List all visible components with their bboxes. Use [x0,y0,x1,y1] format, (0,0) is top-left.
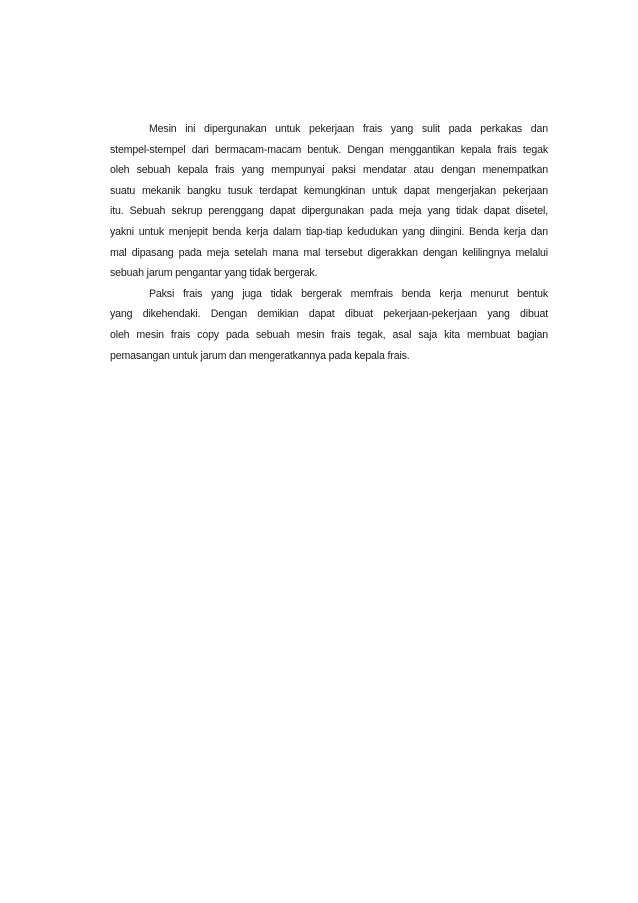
text-line: itu. Sebuah sekrup perenggang dapat dipergunakan pada meja yang tidak dapat disetel, [110,205,548,218]
text-line: sebuah jarum pengantar yang tidak bergerak. [110,267,318,280]
text-line: Paksi frais yang juga tidak bergerak memfrais benda kerja menurut bentuk [149,287,548,300]
body-text [110,119,548,366]
text-line: stempel-stempel dari bermacam-macam bentuk. Dengan menggantikan kepala frais tegak [110,143,548,156]
text-line: oleh sebuah kepala frais yang mempunyai paksi mendatar atau dengan menempatkan [110,164,548,177]
text-line: oleh mesin frais copy pada sebuah mesin frais tegak, asal saja kita membuat bagian [110,328,548,341]
paragraph-1 [110,119,548,284]
text-line: yang dikehendaki. Dengan demikian dapat dibuat pekerjaan-pekerjaan yang dibuat [110,308,548,321]
text-line: pemasangan untuk jarum dan mengeratkannya pada kepala frais. [110,349,410,362]
text-line: Mesin ini dipergunakan untuk pekerjaan frais yang sulit pada perkakas dan [149,123,548,135]
text-line: yakni untuk menjepit benda kerja dalam tiap-tiap kedudukan yang diingini. Benda kerja dan [110,225,548,238]
text-line: suatu mekanik bangku tusuk terdapat kemungkinan untuk dapat mengerjakan pekerjaan [110,184,548,197]
paragraph-2 [110,284,548,366]
text-line: mal dipasang pada meja setelah mana mal tersebut digerakkan dengan kelilingnya melalui [110,246,548,259]
